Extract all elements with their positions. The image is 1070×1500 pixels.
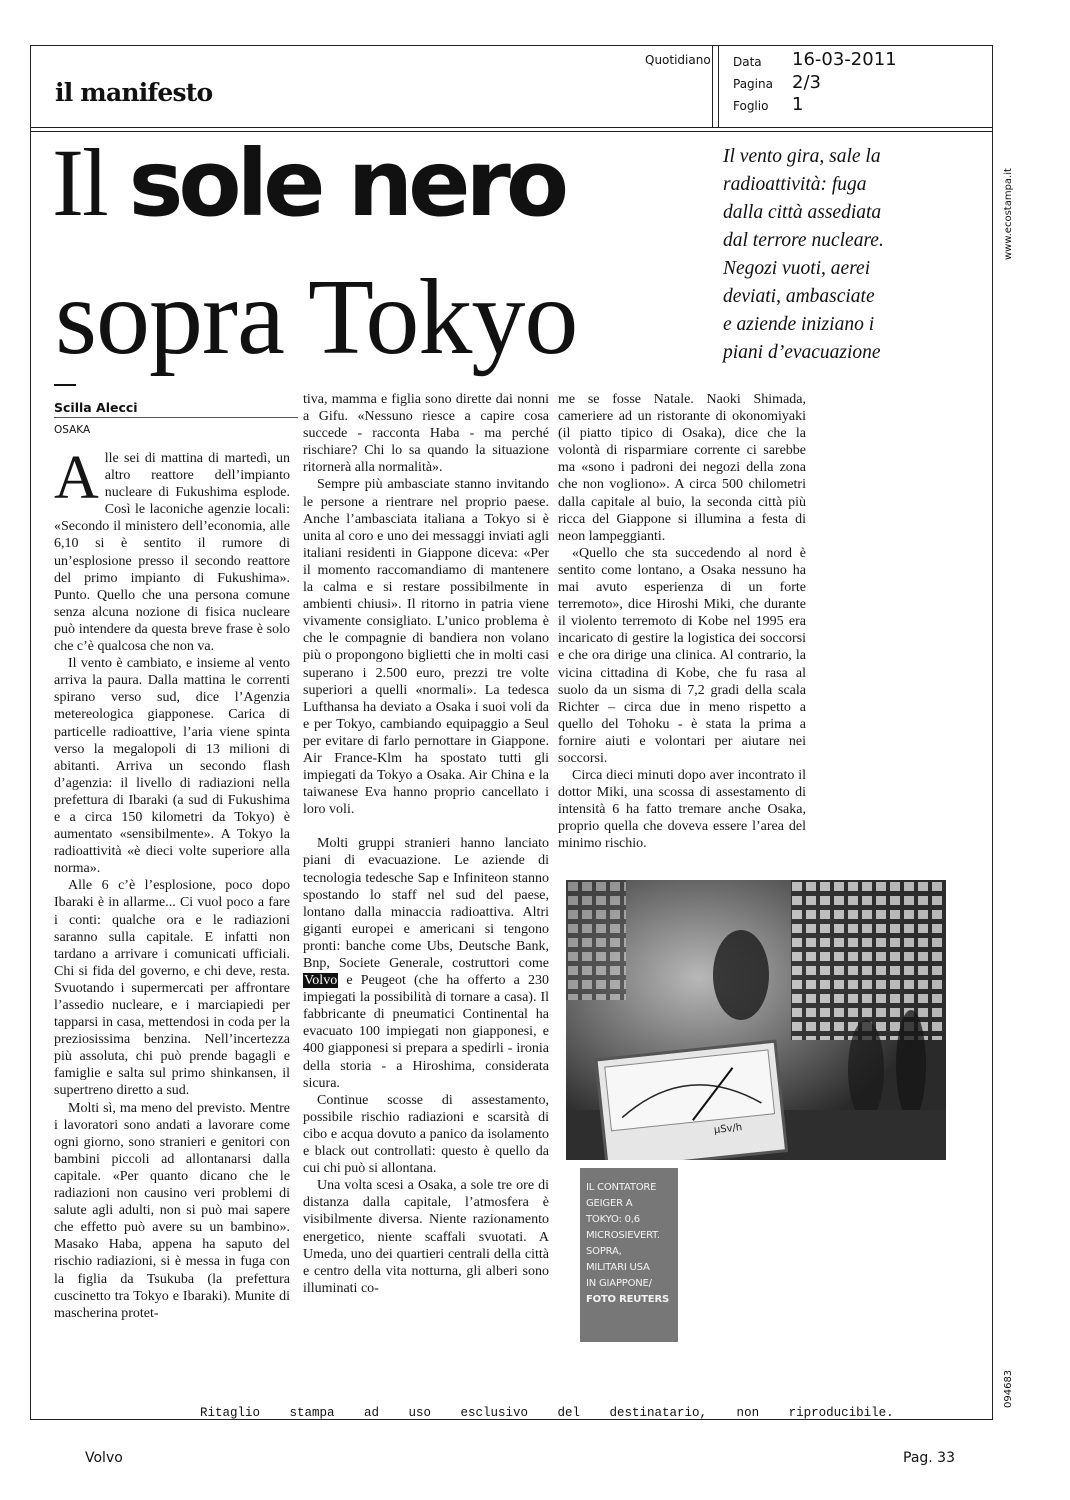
paragraph: «Quello che sta succedendo al nord è sentito come lontano, a Osaka nessuno ha mai avuto esperienza di un forte terremoto», dice Hiroshi Miki, che durante il violento terremoto di Kobe nel 1995 era incaricato di gestire la logistica dei soccorsi e che ora dirige una clinica. Al contrario, la vicina cittadina di Kobe, che fu rasa al suolo da un sisma di 7,2 gradi della scala Richter – circa due in meno rispetto a quello del Tohoku - è stata la prima a fornire aiuti e volontari per aiutare nei soccorsi. <box>558 545 806 766</box>
sheet-label: Foglio <box>733 99 769 113</box>
author: Scilla Alecci <box>54 400 138 415</box>
caption-line: MILITARI USA <box>586 1262 650 1273</box>
paragraph-text: Molti gruppi stranieri hanno lanciato piani di evacuazione. Le aziende di tecnologia tedesche Sap e Infiniteon stanno spostando lo staff nel sud del paese, lontano dalla minaccia radioattiva. Altri giganti europei e americani si tengono pronti: banche come Ubs, Deutsche Bank, Bnp, Societe Generale, costruttori come <box>303 836 549 971</box>
header-divider-right <box>718 45 719 127</box>
headline-bold: sole nero <box>128 130 565 237</box>
paragraph: me se fosse Natale. Naoki Shimada, cameriere ad un ristorante di okonomiyaki (il piatto tipico di Osaka), dice che la volontà di risparmiare corrente ci sarebbe ma «sono i padroni dei negozi della zona che non vogliono». A circa 500 chilometri dalla capitale al buio, la seconda città più ricca del Giappone si illumina a festa di neon lampeggianti. <box>558 392 806 544</box>
caption-line: TOKYO: 0,6 <box>586 1214 640 1225</box>
sheet-value: 1 <box>792 94 804 115</box>
header-divider-left <box>712 45 713 127</box>
source-url: www.ecostampa.it <box>1003 168 1014 260</box>
deck-line: e aziende iniziano i <box>723 314 875 335</box>
deck-line: radioattività: fuga <box>723 174 867 195</box>
paragraph: tiva, mamma e figlia sono dirette dai nonni a Gifu. «Nessuno riesce a capire cosa succede - racconta Haba - ma perché rischiare? Chi lo sa quando la situazione ritornerà alla normalità». <box>303 392 549 476</box>
deck-line: piani d’evacuazione <box>723 342 881 363</box>
paragraph: Molti sì, ma meno del previsto. Mentre i lavoratori sono andati a lavorare come ogni giorno, sono stranieri e genitori con bambini piccoli ad allontanarsi dalla capitale. «Per quanto dicano che le radiazioni non causino veri problemi di salute agli adulti, non si può mai sapere che effetto può avere su un bambino». Masako Haba, appena ha saputo del rischio radiazioni, si è messa in fuga con la figlia da Tsukuba (la prefettura cuscinetto tra Tokyo e Ibaraki). Munite di mascherina protet- <box>54 1100 290 1321</box>
header-separator <box>30 127 993 128</box>
client-name: Volvo <box>85 1450 123 1466</box>
paragraph-text: lle sei di mattina di martedì, un altro reattore dell’impianto nucleare di Fukushima esplode. Così le laconiche agenzie locali: «Secondo il ministero dell’economia, alle 6,10 si è sentito il rumore di un’esplosione presso il secondo reattore del primo impianto di Fukushima». Punto. Quello che una persona comune senza alcuna nozione di fisica nucleare può intendere da questa breve frase è solo che c’è qualcosa che non va. <box>54 451 290 655</box>
caption-line: GEIGER A <box>586 1198 633 1209</box>
article-photo <box>566 880 946 1160</box>
publication-type: Quotidiano <box>645 53 711 67</box>
page-label: Pagina <box>733 77 773 91</box>
meter-unit: μSv/h <box>713 1122 743 1137</box>
deck-line: dal terrore nucleare. <box>723 230 884 251</box>
paragraph: Alle 6 c’è l’esplosione, poco dopo Ibaraki è in allarme... Ci vuol poco a fare i conti: qualche ora e le radiazioni saranno sulla capitale. E infatti non tardano a arrivare i comunicati ufficiali. Chi si fida del governo, e chi deve, resta. Svuotando i supermercati per affrontare l’assedio nucleare, e i marciapiedi per tapparsi in casa, mettendosi in coda per la preziosissima benzina. Nell’incertezza più assoluta, chi può prende bagagli e famiglie e salta sul primo shinkansen, il supertreno diretto a sud. <box>54 878 290 1099</box>
deck-line: deviati, ambasciate <box>723 286 875 307</box>
geiger-counter-photo <box>566 880 946 1160</box>
paragraph: Una volta scesi a Osaka, a sole tre ore di distanza dalla capitale, l’atmosfera è visibilmente diversa. Niente razionamento energetico, niente scaffali svuotati. A Umeda, uno dei quartieri centrali della città e centro della vita notturna, gli alberi sono illuminati co- <box>303 1178 549 1296</box>
paragraph: Circa dieci minuti dopo aver incontrato il dottor Miki, una scossa di assestamento di intensità 6 ha fatto tremare anche Osaka, proprio quella che doveva essere l’area del minimo rischio. <box>558 768 806 852</box>
byline-bar <box>54 384 76 386</box>
caption-line: MICROSIEVERT. <box>586 1230 660 1241</box>
article-column-2 <box>303 391 549 1297</box>
headline-plain: Il <box>52 129 129 236</box>
photo-caption <box>580 1168 678 1342</box>
article-column-1 <box>54 444 290 1322</box>
headline-line-1 <box>52 129 565 237</box>
paragraph: Il vento è cambiato, e insieme al vento arriva la paura. Dalla mattina le correnti spirano verso sud, dice l’Agenzia metereologica giapponese. Carica di particelle radioattive, l’aria viene spinta verso la megalopoli di 13 milioni di abitanti. Arriva un secondo flash d’agenzia: il livello di radiazioni nella prefettura di Ibaraki (a sud di Fukushima e a circa 150 kilometri da Tokyo) è aumentato «sensibilmente». A Tokyo la radioattività «è dieci volte superiore alla norma». <box>54 656 290 877</box>
paragraph: Sempre più ambasciate stanno invitando le persone a rientrare nel proprio paese. Anche l’ambasciata italiana a Tokyo si è unita al coro e uno dei messaggi inviati agli italiani residenti in Giappone diceva: «Per il momento raccomandiamo di mantenere la calma e si restare possibilmente in ambienti chiusi». Il ritorno in patria viene vivamente consigliato. L’unico problema è che le compagnie di bandiera non volano più o propongono biglietti che in molti casi superano i 2.500 euro, prezzi tre volte superiori a quelli «normali». La tedesca Lufthansa ha deviato a Osaka i suoi voli da e per Tokyo, cambiando equipaggio a Seul per evitare di farlo pernottare in Giappone. Air France-Klm ha spostato tutti gli impiegati da Tokyo a Osaka. Air China e la taiwanese Eva hanno proprio cancellato i loro voli. <box>303 477 549 818</box>
deck-line: dalla città assediata <box>723 202 882 223</box>
caption-line: IL CONTATORE <box>586 1182 657 1193</box>
headline-line-2: sopra Tokyo <box>55 258 578 377</box>
article-column-3 <box>558 391 806 853</box>
paragraph <box>303 835 549 1091</box>
paragraph-text: e Peugeot (che ha offerto a 230 impiegati la possibilità di tornare a casa). Il fabbricante di pneumatici Continental ha evacuato 100 impiegati non giapponesi, e 400 giapponesi si prepara a spedirli - ironia della storia - a Hiroshima, considerata sicura. <box>303 973 549 1091</box>
clipping-code: 094683 <box>1003 1369 1014 1408</box>
byline-rule <box>54 417 298 418</box>
paragraph <box>54 444 290 655</box>
reproduction-notice: Ritaglio stampa ad uso esclusivo del destinatario, non riproducibile. <box>200 1406 894 1420</box>
newspaper-name: il manifesto <box>55 78 213 107</box>
photo-credit: FOTO REUTERS <box>586 1294 669 1305</box>
date-value: 16-03-2011 <box>792 49 897 70</box>
article-deck <box>723 143 938 367</box>
drop-cap: A <box>54 444 99 512</box>
paragraph: Continue scosse di assestamento, possibile rischio radiazioni e scarsità di cibo e acqua dovuto a panico da isolamento e black out controllati: questo è quello da cui chi può si allontana. <box>303 1092 549 1177</box>
highlighted-keyword: Volvo <box>304 973 338 989</box>
caption-line: SOPRA, <box>586 1246 622 1257</box>
dateline: OSAKA <box>54 424 91 436</box>
caption-line: IN GIAPPONE/ <box>586 1278 652 1289</box>
deck-line: Negozi vuoti, aerei <box>723 258 871 279</box>
page-value: 2/3 <box>792 72 821 93</box>
page-number: Pag. 33 <box>903 1450 955 1466</box>
deck-line: Il vento gira, sale la <box>723 146 881 167</box>
date-label: Data <box>733 55 762 69</box>
